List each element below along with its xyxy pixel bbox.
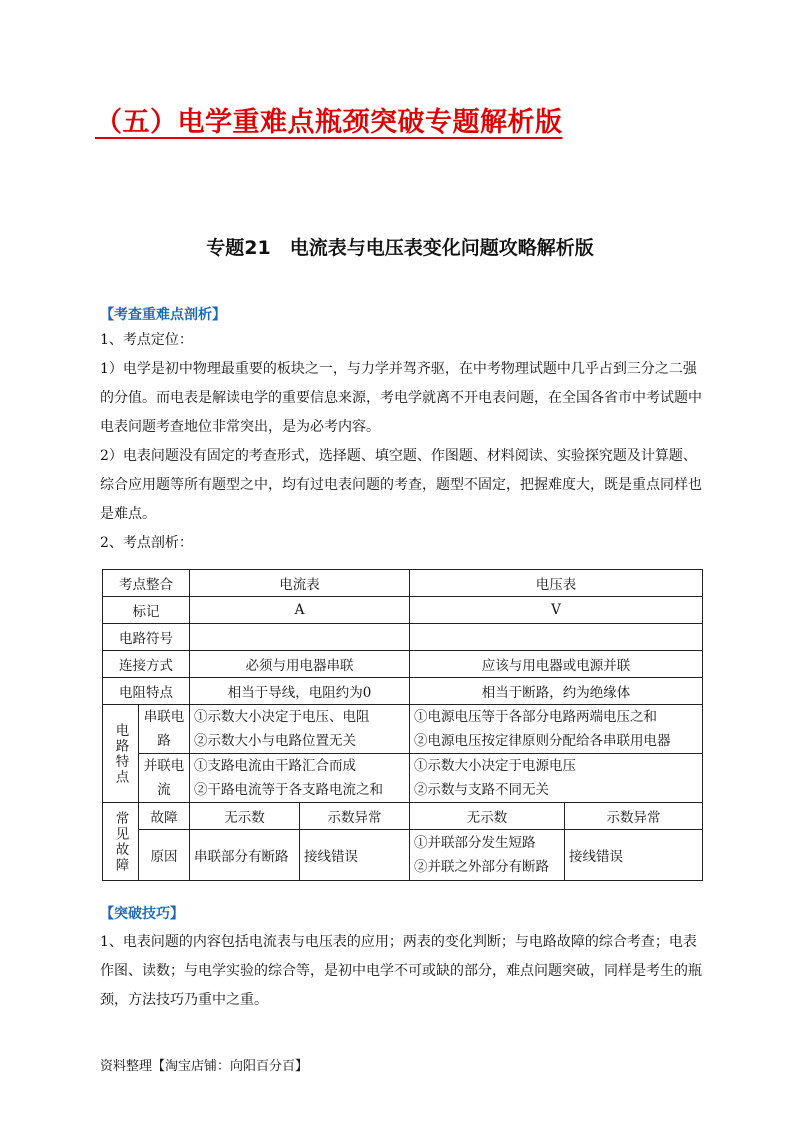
- table-row: [103, 803, 703, 830]
- table-row: [103, 830, 703, 881]
- paragraph-block-1: [100, 326, 710, 558]
- document-title: （五）电学重难点瓶颈突破专题解析版: [95, 107, 563, 138]
- parallel-ammeter-cell: [190, 754, 410, 803]
- table-row: [103, 624, 703, 651]
- table-row: [103, 705, 703, 754]
- para1-line1: 1）电学是初中物理最重要的板块之一，与力学并驾齐驱，在中考物理试题中几乎占到三分之二强: [100, 361, 697, 377]
- heading-exam-analysis: 2、考点剖析：: [100, 535, 193, 551]
- circuit-label: 电路特点: [112, 722, 129, 785]
- mark-label: 标记: [103, 597, 190, 624]
- cause-voltmeter-none-1: ①并联部分发生短路: [414, 835, 536, 851]
- table-row: [103, 678, 703, 705]
- cause-ammeter-none: 串联部分有断路: [190, 830, 300, 881]
- series-voltmeter-cell: [410, 705, 703, 754]
- circuit-label-cell: [103, 705, 139, 803]
- resist-ammeter: 相当于导线，电阻约为0: [190, 678, 410, 705]
- resist-label: 电阻特点: [103, 678, 190, 705]
- ammeter-abnormal: 示数异常: [300, 803, 410, 830]
- parallel-ammeter-1: ①支路电流由干路汇合而成: [194, 758, 356, 774]
- fault-type-label: 故障: [139, 803, 190, 830]
- series-label: 串联电路: [139, 705, 190, 754]
- fault-label-cell: [103, 803, 139, 881]
- cause-label: 原因: [139, 830, 190, 881]
- cause-ammeter-abnormal: 接线错误: [300, 830, 410, 881]
- header-ammeter: 电流表: [190, 570, 410, 597]
- series-ammeter-1: ①示数大小决定于电压、电阻: [194, 709, 370, 725]
- series-ammeter-2: ②示数大小与电路位置无关: [194, 733, 356, 749]
- para3-line1: 1、电表问题的内容包括电流表与电压表的应用；两表的变化判断；与电路故障的综合考查；电表: [100, 934, 697, 950]
- symbol-ammeter-cell: [190, 624, 410, 651]
- cause-voltmeter-none-2: ②并联之外部分有断路: [414, 859, 549, 875]
- parallel-ammeter-2: ②干路电流等于各支路电流之和: [194, 782, 383, 798]
- parallel-voltmeter-2: ②示数与支路不同无关: [414, 782, 549, 798]
- para1-line2: 的分值。而电表是解读电学的重要信息来源，考电学就离不开电表问题，在全国各省市中考试题中: [100, 390, 702, 406]
- parallel-voltmeter-1: ①示数大小决定于电源电压: [414, 758, 576, 774]
- para2-line1: 2）电表问题没有固定的考查形式，选择题、填空题、作图题、材料阅读、实验探究题及计算题、: [100, 448, 697, 464]
- heading-exam-position: 1、考点定位：: [100, 332, 193, 348]
- connect-ammeter: 必须与用电器串联: [190, 651, 410, 678]
- para1-line3: 电表问题考查地位非常突出，是为必考内容。: [100, 419, 380, 435]
- resist-voltmeter: 相当于断路，约为绝缘体: [410, 678, 703, 705]
- para2-line2: 综合应用题等所有题型之中，均有过电表问题的考查，题型不固定，把握难度大，既是重点同样也: [100, 477, 702, 493]
- para2-line3: 是难点。: [100, 506, 156, 522]
- mark-ammeter: A: [190, 597, 410, 624]
- table-row: [103, 754, 703, 803]
- para3-line3: 颈，方法技巧乃重中之重。: [100, 992, 268, 1008]
- mark-voltmeter: V: [410, 597, 703, 624]
- header-item: 考点整合: [103, 570, 190, 597]
- table-row: [103, 570, 703, 597]
- table-row: [103, 597, 703, 624]
- section-heading-analysis: 【考查重难点剖析】: [100, 307, 226, 323]
- symbol-label: 电路符号: [103, 624, 190, 651]
- para3-line2: 作图、读数；与电学实验的综合等，是初中电学不可或缺的部分，难点问题突破，同样是考生的瓶: [100, 963, 702, 979]
- cause-voltmeter-none-cell: [410, 830, 565, 881]
- connect-voltmeter: 应该与用电器或电源并联: [410, 651, 703, 678]
- table-row: [103, 651, 703, 678]
- fault-label: 常见故障: [112, 810, 129, 873]
- series-ammeter-cell: [190, 705, 410, 754]
- header-voltmeter: 电压表: [410, 570, 703, 597]
- connect-label: 连接方式: [103, 651, 190, 678]
- knowledge-table: [102, 569, 703, 881]
- topic-title: 专题21 电流表与电压表变化问题攻略解析版: [206, 237, 594, 259]
- section-heading-tips: 【突破技巧】: [100, 906, 184, 922]
- parallel-label: 并联电流: [139, 754, 190, 803]
- series-voltmeter-2: ②电源电压按定律原则分配给各串联用电器: [414, 733, 671, 749]
- series-voltmeter-1: ①电源电压等于各部分电路两端电压之和: [414, 709, 657, 725]
- symbol-voltmeter-cell: [410, 624, 703, 651]
- parallel-voltmeter-cell: [410, 754, 703, 803]
- paragraph-block-2: [100, 928, 710, 1015]
- voltmeter-abnormal: 示数异常: [565, 803, 703, 830]
- footer-note: 资料整理【淘宝店铺：向阳百分百】: [100, 1059, 309, 1074]
- ammeter-no-reading: 无示数: [190, 803, 300, 830]
- voltmeter-no-reading: 无示数: [410, 803, 565, 830]
- cause-voltmeter-abnormal: 接线错误: [565, 830, 703, 881]
